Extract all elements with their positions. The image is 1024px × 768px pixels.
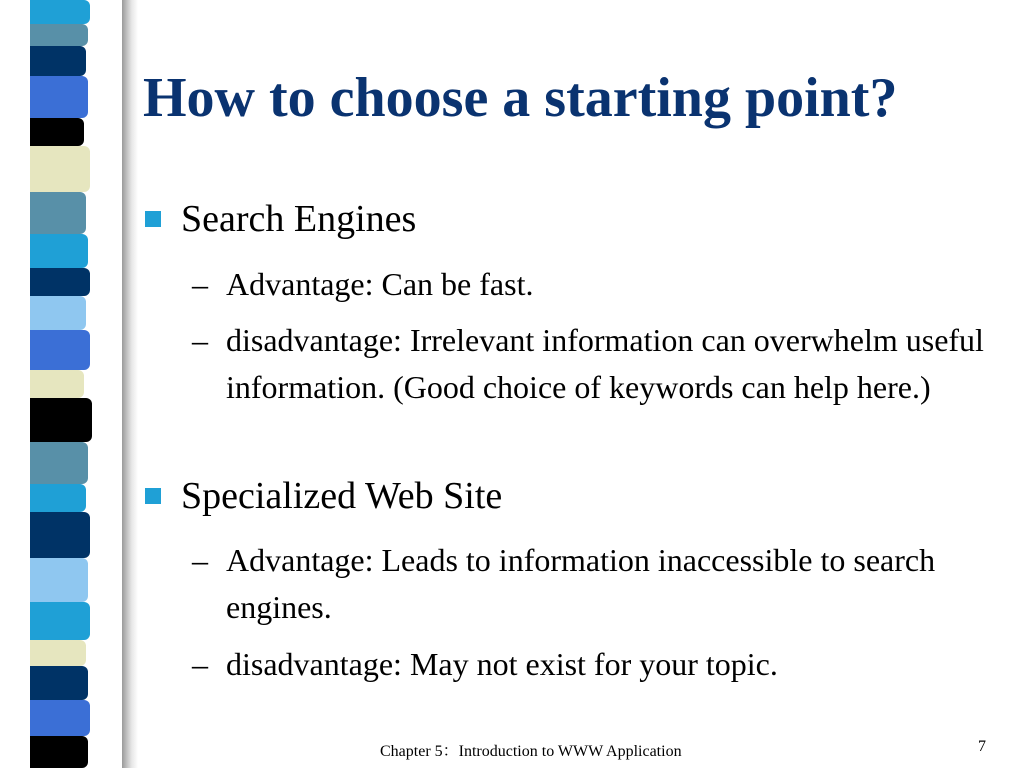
decorative-stripe <box>30 268 90 296</box>
bullet-text: Search Engines <box>181 198 417 240</box>
bullet-item-specialized-web-site <box>145 474 502 518</box>
slide-title: How to choose a starting point? <box>143 67 898 129</box>
sub-bullet-item <box>192 537 972 631</box>
decorative-stripe <box>30 46 86 76</box>
decorative-stripe <box>30 118 84 146</box>
decorative-stripe <box>30 700 90 736</box>
bullet-item-search-engines <box>145 197 416 241</box>
decorative-stripe <box>30 736 88 768</box>
dash-marker: – <box>192 542 208 578</box>
decorative-stripe <box>30 640 86 666</box>
decorative-stripe <box>30 192 86 234</box>
decorative-stripe <box>30 398 92 442</box>
decorative-stripe <box>30 0 90 24</box>
decorative-stripe <box>30 76 88 118</box>
sub-bullet-text: disadvantage: Irrelevant information can overwhelm useful information. (Good choice of keywords can help here.) <box>226 322 984 405</box>
decorative-stripe <box>30 370 84 398</box>
decorative-stripe <box>30 442 88 484</box>
decorative-stripe <box>30 234 88 268</box>
sub-bullet-item <box>192 317 997 411</box>
sub-bullet-text: disadvantage: May not exist for your topic. <box>226 646 778 682</box>
decorative-stripe <box>30 330 90 370</box>
sub-bullet-text: Advantage: Can be fast. <box>226 266 534 302</box>
decorative-stripe <box>30 484 86 512</box>
decorative-stripe <box>30 146 90 192</box>
decorative-stripe-bar <box>30 0 110 768</box>
square-bullet-icon <box>145 488 161 504</box>
page-number: 7 <box>978 738 986 755</box>
dash-marker: – <box>192 322 208 358</box>
decorative-stripe <box>30 558 88 602</box>
sub-bullet-item <box>192 641 972 688</box>
sub-bullet-text: Advantage: Leads to information inaccessible to search engines. <box>226 542 936 625</box>
bullet-text: Specialized Web Site <box>181 475 503 517</box>
sub-bullet-item <box>192 261 952 308</box>
dash-marker: – <box>192 646 208 682</box>
footer-text: Chapter 5：Introduction to WWW Application <box>380 743 682 760</box>
decorative-stripe <box>30 24 88 46</box>
decorative-stripe <box>30 296 86 330</box>
dash-marker: – <box>192 266 208 302</box>
square-bullet-icon <box>145 211 161 227</box>
decorative-stripe <box>30 512 90 558</box>
decorative-stripe <box>30 666 88 700</box>
stripe-shadow <box>122 0 138 768</box>
decorative-stripe <box>30 602 90 640</box>
